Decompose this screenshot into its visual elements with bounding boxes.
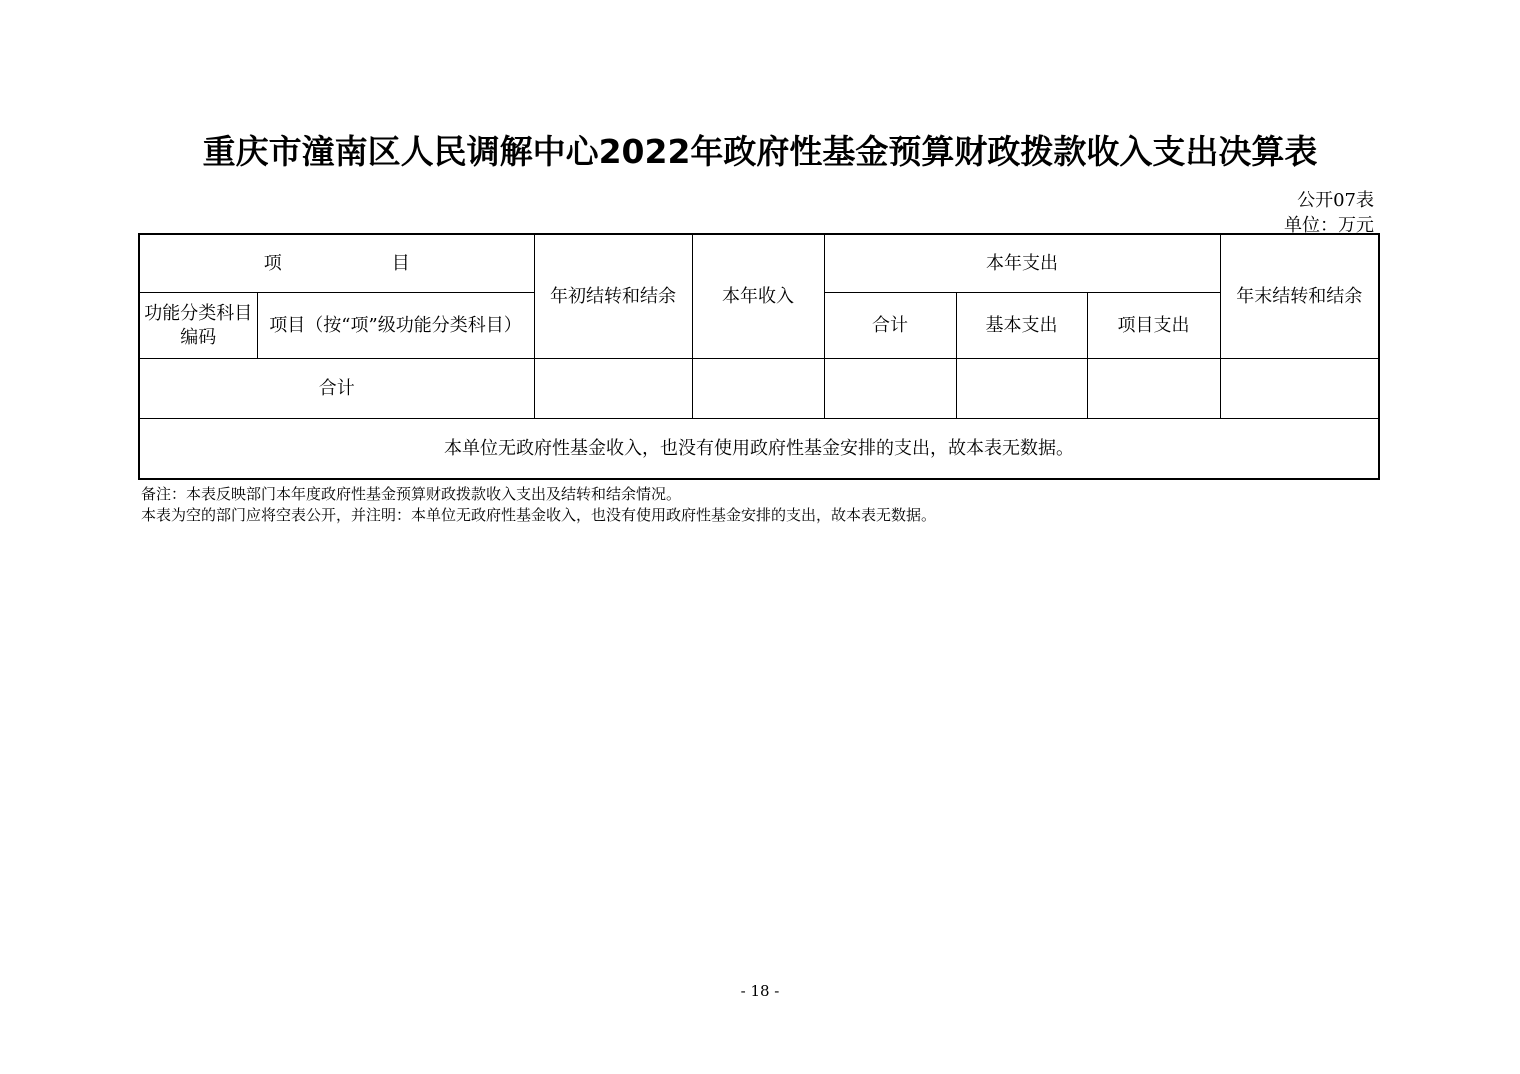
fund-budget-table bbox=[138, 233, 1380, 480]
header-expense-total: 合计 bbox=[824, 293, 956, 359]
header-expense-basic: 基本支出 bbox=[956, 293, 1087, 359]
total-start-balance bbox=[534, 359, 692, 419]
header-end-balance: 年末结转和结余 bbox=[1220, 234, 1379, 359]
header-project-right: 目 bbox=[391, 252, 410, 274]
header-expense-project: 项目支出 bbox=[1087, 293, 1220, 359]
total-expense-total bbox=[824, 359, 956, 419]
empty-message: 本单位无政府性基金收入，也没有使用政府性基金安排的支出，故本表无数据。 bbox=[139, 419, 1379, 480]
header-func-item: 项目（按“项”级功能分类科目） bbox=[257, 293, 534, 359]
empty-message-row bbox=[139, 419, 1379, 480]
total-expense-project bbox=[1087, 359, 1220, 419]
header-row-1 bbox=[139, 234, 1379, 293]
page-number: - 18 - bbox=[740, 982, 780, 1000]
header-func-code: 功能分类科目编码 bbox=[139, 293, 257, 359]
total-label: 合计 bbox=[139, 359, 534, 419]
notes bbox=[141, 484, 936, 526]
total-expense-basic bbox=[956, 359, 1087, 419]
unit-label: 单位：万元 bbox=[1284, 215, 1374, 236]
header-income: 本年收入 bbox=[692, 234, 824, 359]
header-project bbox=[139, 234, 534, 293]
total-row bbox=[139, 359, 1379, 419]
header-project-left: 项 bbox=[263, 252, 282, 274]
header-start-balance: 年初结转和结余 bbox=[534, 234, 692, 359]
document-title: 重庆市潼南区人民调解中心2022年政府性基金预算财政拨款收入支出决算表 bbox=[202, 132, 1318, 171]
note-line: 备注：本表反映部门本年度政府性基金预算财政拨款收入支出及结转和结余情况。 bbox=[141, 485, 682, 503]
header-expense-group: 本年支出 bbox=[824, 234, 1220, 293]
total-income bbox=[692, 359, 824, 419]
note-line: 本表为空的部门应将空表公开，并注明：本单位无政府性基金收入，也没有使用政府性基金安排的支出，故本表无数据。 bbox=[141, 506, 937, 524]
form-number: 公开07表 bbox=[1297, 190, 1374, 211]
total-end-balance bbox=[1220, 359, 1379, 419]
